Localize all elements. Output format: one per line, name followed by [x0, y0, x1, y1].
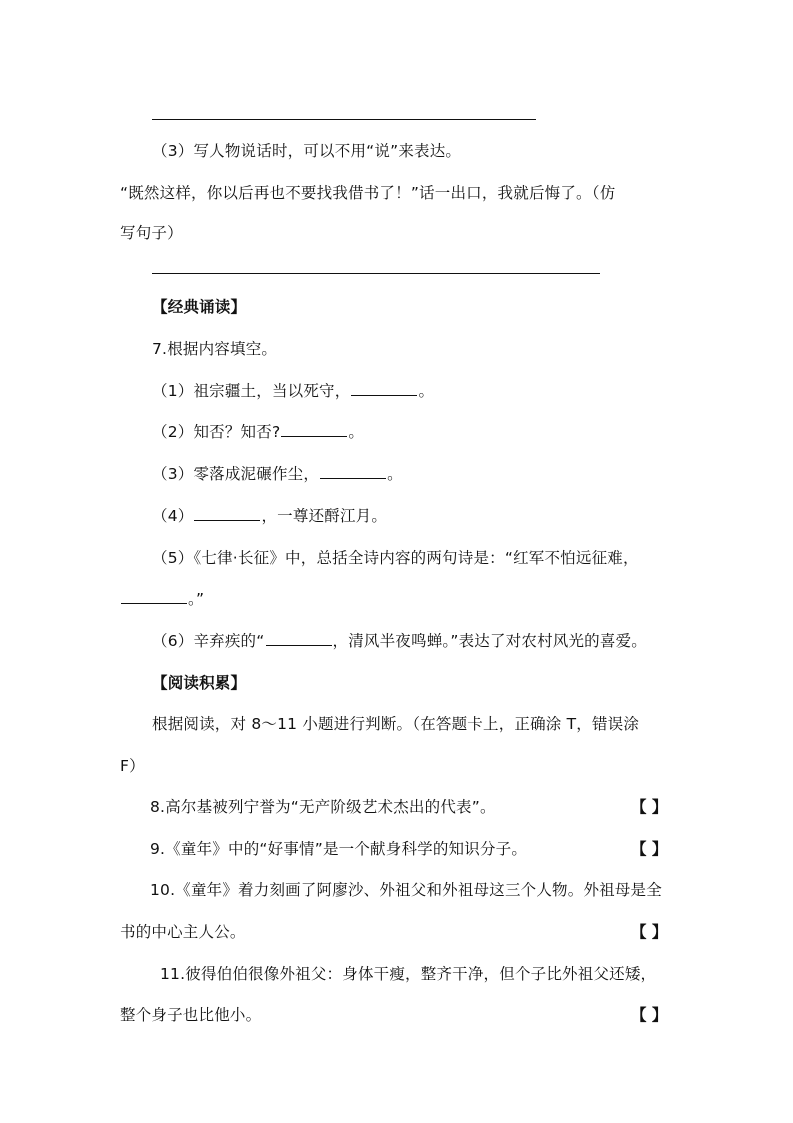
- fill-blank: [121, 589, 187, 604]
- q9-text: 9.《童年》中的“好事情”是一个献身科学的知识分子。: [150, 840, 528, 858]
- q7-item-1-suffix: 。: [418, 382, 435, 400]
- q7-item-6: [152, 631, 647, 651]
- section-heading-classic: 【经典诵读】: [152, 298, 247, 316]
- q6-3-sentence-line2: 写句子）: [120, 224, 183, 242]
- q8-text: 8.高尔基被列宁誉为“无产阶级艺术杰出的代表”。: [150, 798, 496, 816]
- q7-stem: 7.根据内容填空。: [152, 340, 278, 358]
- q7-item-2-prefix: （2）知否？知否?: [152, 423, 281, 441]
- q7-item-4-prefix: （4）: [152, 507, 194, 525]
- section-heading-reading: 【阅读积累】: [152, 674, 247, 692]
- q7-item-5-line1: （5）《七律·长征》中，总括全诗内容的两句诗是：“红军不怕远征难，: [152, 549, 639, 567]
- q7-item-3-suffix: 。: [387, 465, 403, 483]
- q7-item-5-suffix: 。”: [188, 590, 205, 608]
- q8-answer-bracket: 【 】: [631, 798, 668, 816]
- reading-instruction-line1: 根据阅读，对 8～11 小题进行判断。（在答题卡上，正确涂 T，错误涂: [152, 715, 640, 733]
- q9-answer-bracket: 【 】: [631, 840, 668, 858]
- q11-answer-bracket: 【 】: [631, 1006, 668, 1024]
- q7-item-6-suffix: ，清风半夜鸣蝉。”表达了对农村风光的喜爱。: [332, 632, 647, 650]
- q7-item-4-suffix: ，一尊还酹江月。: [261, 507, 388, 525]
- fill-blank: [320, 464, 386, 479]
- q10-answer-bracket: 【 】: [631, 923, 668, 941]
- q10-text-line2: 书的中心主人公。: [120, 923, 246, 941]
- q11-text-line2: 整个身子也比他小。: [120, 1006, 262, 1024]
- q10-text-line1: 10.《童年》着力刻画了阿廖沙、外祖父和外祖母这三个人物。外祖母是全: [150, 881, 662, 899]
- q7-item-2: [152, 422, 364, 442]
- fill-blank: [194, 506, 260, 521]
- fill-blank: [351, 381, 417, 396]
- q7-item-1-prefix: （1）祖宗疆土，当以死守，: [152, 382, 351, 400]
- fill-blank: [266, 631, 332, 646]
- q7-item-4: [152, 506, 387, 526]
- q11-text-line1: 11.彼得伯伯很像外祖父：身体干瘦，整齐干净，但个子比外祖父还矮，: [160, 965, 657, 983]
- q7-item-1: [152, 381, 434, 401]
- q7-item-3-prefix: （3）零落成泥碾作尘，: [152, 465, 320, 483]
- fill-blank: [281, 422, 347, 437]
- q6-3-instruction: （3）写人物说话时，可以不用“说”来表达。: [152, 142, 462, 160]
- q7-item-3: [152, 464, 403, 484]
- q6-3-sentence-line1: “既然这样，你以后再也不要找我借书了！”话一出口，我就后悔了。（仿: [120, 184, 616, 202]
- answer-line-q6-3: [152, 273, 600, 274]
- q7-item-6-prefix: （6）辛弃疾的“: [152, 632, 265, 650]
- q7-item-5-line2: [120, 589, 204, 609]
- answer-line-top: [152, 119, 536, 120]
- reading-instruction-line2: F）: [120, 757, 145, 775]
- q7-item-2-suffix: 。: [348, 423, 365, 441]
